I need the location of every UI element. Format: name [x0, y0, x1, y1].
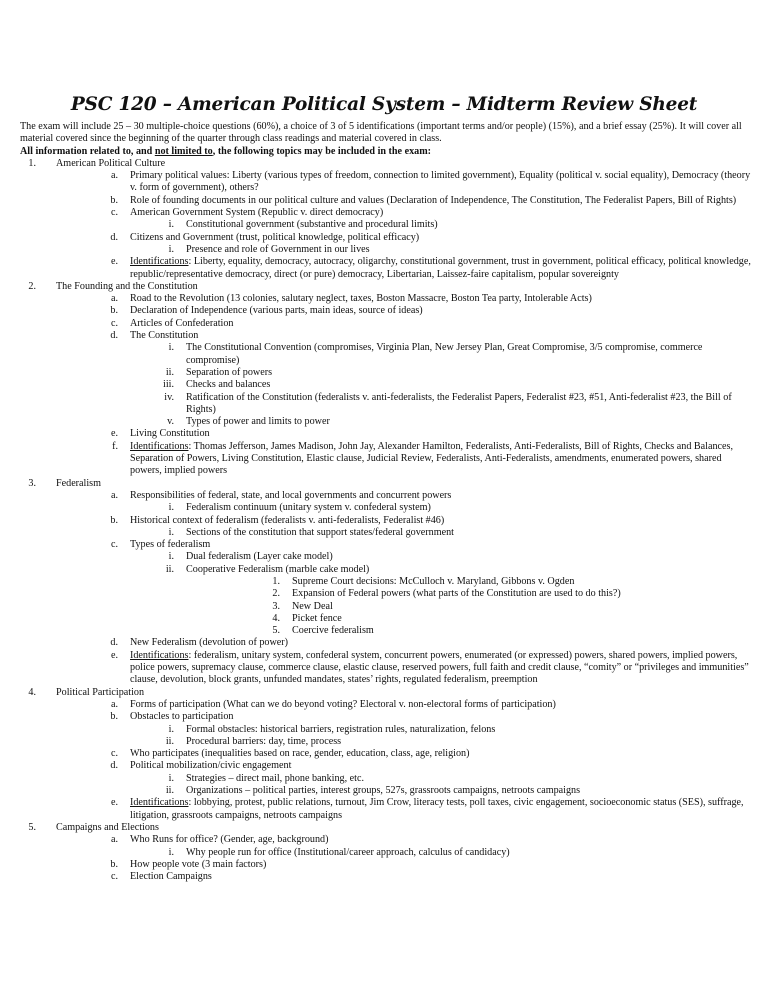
outline-text: Who participates (inequalities based on race, gender, education, class, age, religion) — [130, 748, 470, 760]
outline-subtopic — [20, 551, 752, 563]
outline-text: Federalism continuum (unitary system v. confederal system) — [186, 502, 431, 514]
outline-text: Separation of powers — [186, 366, 273, 378]
outline-text: Types of federalism — [130, 539, 211, 551]
outline-text: The Founding and the Constitution — [56, 280, 198, 292]
outline-marker: 1. — [28, 157, 36, 169]
outline-marker: iii. — [163, 379, 174, 391]
outline-subtopic — [20, 416, 752, 428]
outline-marker: i. — [168, 526, 174, 538]
outline-marker: ii. — [165, 563, 174, 575]
outline-topic — [20, 195, 752, 207]
outline-topic — [20, 859, 752, 871]
identifications-label: Identifications — [130, 649, 189, 661]
outline-marker: a. — [110, 834, 118, 846]
outline-marker: i. — [168, 342, 174, 354]
outline-text: Formal obstacles: historical barriers, registration rules, naturalization, felons — [186, 723, 496, 735]
outline-section — [20, 281, 752, 293]
outline-text: Who Runs for office? (Gender, age, background) — [130, 834, 329, 846]
outline-text: Road to the Revolution (13 colonies, salutary neglect, taxes, Boston Massacre, Boston Tea party, Intolerable Acts) — [130, 293, 592, 305]
outline-text: : Liberty, equality, democracy, autocracy, oligarchy, constitutional government, trust in government, political efficacy, political knowledge, republic/representative democracy, direct (or pure) democracy, Libertarian, Laissez-faire capitalism, popular sovereignty — [130, 256, 751, 280]
outline-topic — [20, 441, 752, 478]
identifications-label: Identifications — [130, 256, 189, 268]
outline-text: Political mobilization/civic engagement — [130, 760, 292, 772]
outline-text: Declaration of Independence (various parts, main ideas, source of ideas) — [130, 305, 423, 317]
outline-marker: 4. — [28, 686, 36, 698]
outline-text: American Political Culture — [56, 157, 166, 169]
outline-subtopic — [20, 736, 752, 748]
notice-post: , the following topics may be included in the exam: — [212, 145, 432, 157]
outline-marker: a. — [110, 489, 118, 501]
outline-text: Organizations – political parties, interest groups, 527s, grassroots campaigns, netroots campaigns — [186, 785, 581, 797]
outline-text: Constitutional government (substantive and procedural limits) — [186, 219, 438, 231]
outline-text: Types of power and limits to power — [186, 416, 330, 428]
outline-marker: 3. — [28, 477, 36, 489]
outline-marker: b. — [110, 305, 118, 317]
outline-text: Citizens and Government (trust, political knowledge, political efficacy) — [130, 231, 420, 243]
outline-text: : federalism, unitary system, confederal system, concurrent powers, enumerated (or expressed) powers, shared powers, implied powers, police powers, supremacy clause, commerce clause, elastic clause, reserved powers, full faith and credit clause, “comity” or “privileges and immunities” clause, devolution, block grants, unfunded mandates, states’ rights, regulated federalism, preemption — [130, 649, 749, 686]
outline-marker: i. — [168, 846, 174, 858]
outline-text: Articles of Confederation — [130, 317, 234, 329]
outline-marker: 5. — [28, 821, 36, 833]
outline-marker: d. — [110, 330, 118, 342]
outline-marker: v. — [167, 416, 174, 428]
exam-intro: The exam will include 25 – 30 multiple-choice questions (60%), a choice of 3 of 5 identifications (important terms and/or people) (15%), and a brief essay (25%). It will cover all material covered since the beginning of the quarter through class readings and material covered in class. — [20, 121, 742, 145]
outline-topic — [20, 637, 752, 649]
outline-text: Cooperative Federalism (marble cake model) — [186, 563, 370, 575]
outline-topic — [20, 699, 752, 711]
outline-text: Living Constitution — [130, 428, 210, 440]
outline-subtopic — [20, 724, 752, 736]
outline-marker: e. — [110, 256, 118, 268]
outline-topic — [20, 871, 752, 883]
exam-notice — [20, 146, 752, 158]
outline-marker: a. — [110, 170, 118, 182]
outline-text: Procedural barriers: day, time, process — [186, 735, 342, 747]
outline-marker: ii. — [165, 785, 174, 797]
outline-topic — [20, 515, 752, 527]
outline-marker: b. — [110, 711, 118, 723]
outline-marker: b. — [110, 858, 118, 870]
outline-text: Sections of the constitution that support states/federal government — [186, 526, 454, 538]
outline-topic — [20, 834, 752, 846]
outline-subtopic — [20, 367, 752, 379]
outline-subpoint — [20, 625, 752, 637]
outline-text: Responsibilities of federal, state, and local governments and concurrent powers — [130, 489, 452, 501]
outline-subtopic — [20, 527, 752, 539]
outline-text: Historical context of federalism (federalists v. anti-federalists, Federalist #46) — [130, 514, 445, 526]
outline-marker: 4. — [272, 612, 280, 624]
outline-marker: c. — [110, 207, 118, 219]
outline-text: Presence and role of Government in our lives — [186, 243, 370, 255]
outline-subtopic — [20, 244, 752, 256]
outline-text: How people vote (3 main factors) — [130, 858, 267, 870]
outline-subtopic — [20, 392, 752, 417]
outline-subtopic — [20, 219, 752, 231]
outline-topic — [20, 539, 752, 551]
outline-marker: a. — [110, 698, 118, 710]
identifications-label: Identifications — [130, 440, 189, 452]
outline-topic — [20, 207, 752, 219]
outline-marker: c. — [110, 539, 118, 551]
outline-section — [20, 478, 752, 490]
outline-text: Election Campaigns — [130, 871, 212, 883]
outline-topic — [20, 490, 752, 502]
outline-text: Picket fence — [292, 612, 342, 624]
outline-text: Why people run for office (Institutional/career approach, calculus of candidacy) — [186, 846, 510, 858]
outline-topic — [20, 428, 752, 440]
topic-outline — [20, 158, 752, 884]
outline-marker: i. — [168, 723, 174, 735]
outline-topic — [20, 650, 752, 687]
outline-text: American Government System (Republic v. direct democracy) — [130, 207, 384, 219]
outline-subtopic — [20, 847, 752, 859]
outline-topic — [20, 330, 752, 342]
outline-subtopic — [20, 342, 752, 367]
outline-marker: 5. — [272, 625, 280, 637]
outline-text: Dual federalism (Layer cake model) — [186, 551, 333, 563]
outline-marker: iv. — [164, 391, 174, 403]
outline-text: New Federalism (devolution of power) — [130, 637, 289, 649]
notice-pre: All information related to, and — [20, 145, 155, 157]
outline-marker: i. — [168, 219, 174, 231]
outline-marker: 3. — [272, 600, 280, 612]
outline-text: Supreme Court decisions: McCulloch v. Maryland, Gibbons v. Ogden — [292, 575, 575, 587]
outline-topic — [20, 318, 752, 330]
outline-marker: i. — [168, 502, 174, 514]
outline-subpoint — [20, 601, 752, 613]
outline-subpoint — [20, 613, 752, 625]
outline-text: Political Participation — [56, 686, 145, 698]
outline-section — [20, 687, 752, 699]
outline-text: Campaigns and Elections — [56, 821, 159, 833]
outline-subpoint — [20, 576, 752, 588]
outline-marker: ii. — [165, 366, 174, 378]
outline-marker: e. — [110, 797, 118, 809]
outline-marker: e. — [110, 428, 118, 440]
outline-marker: e. — [110, 649, 118, 661]
outline-subtopic — [20, 785, 752, 797]
outline-marker: d. — [110, 637, 118, 649]
outline-text: Expansion of Federal powers (what parts of the Constitution are used to do this?) — [292, 588, 621, 600]
document-body — [20, 121, 752, 883]
outline-text: Checks and balances — [186, 379, 271, 391]
outline-topic — [20, 256, 752, 281]
outline-text: Primary political values: Liberty (various types of freedom, connection to limited government), Equality (political v. social equality), Democracy (theory v. form of government), others? — [130, 170, 751, 194]
outline-marker: 2. — [272, 588, 280, 600]
outline-subtopic — [20, 502, 752, 514]
outline-topic — [20, 232, 752, 244]
outline-subtopic — [20, 564, 752, 576]
outline-section — [20, 158, 752, 170]
outline-section — [20, 822, 752, 834]
notice-underlined: not limited to — [154, 145, 213, 157]
outline-subpoint — [20, 588, 752, 600]
outline-marker: f. — [112, 440, 118, 452]
outline-topic — [20, 760, 752, 772]
outline-subtopic — [20, 773, 752, 785]
outline-marker: b. — [110, 194, 118, 206]
outline-text: Ratification of the Constitution (federalists v. anti-federalists, the Federalist Papers, Federalist #23, #51, Anti-federalist #23, the Bill of Rights) — [186, 391, 732, 415]
outline-marker: d. — [110, 231, 118, 243]
outline-marker: i. — [168, 772, 174, 784]
outline-text: Forms of participation (What can we do beyond voting? Electoral v. non-electoral forms of participation) — [130, 698, 556, 710]
outline-topic — [20, 797, 752, 822]
outline-marker: d. — [110, 760, 118, 772]
outline-marker: 1. — [272, 575, 280, 587]
outline-topic — [20, 748, 752, 760]
outline-text: Role of founding documents in our political culture and values (Declaration of Independence, The Constitution, The Federalist Papers, Bill of Rights) — [130, 194, 737, 206]
outline-marker: i. — [168, 243, 174, 255]
page-title: PSC 120 – American Political System – Midterm Review Sheet — [70, 94, 698, 115]
outline-marker: 2. — [28, 280, 36, 292]
outline-text: Strategies – direct mail, phone banking, etc. — [186, 772, 364, 784]
outline-text: The Constitution — [130, 330, 199, 342]
outline-topic — [20, 711, 752, 723]
outline-topic — [20, 170, 752, 195]
outline-text: Federalism — [56, 477, 101, 489]
outline-marker: ii. — [165, 735, 174, 747]
identifications-label: Identifications — [130, 797, 189, 809]
outline-text: New Deal — [292, 600, 333, 612]
outline-text: Coercive federalism — [292, 625, 374, 637]
outline-marker: c. — [110, 748, 118, 760]
outline-text: : lobbying, protest, public relations, turnout, Jim Crow, literacy tests, poll taxes, civic engagement, socioeconomic status (SES), suffrage, litigation, grassroots campaigns, netroots campaigns — [130, 797, 744, 821]
outline-topic — [20, 293, 752, 305]
outline-marker: c. — [110, 317, 118, 329]
outline-text: Obstacles to participation — [130, 711, 234, 723]
outline-marker: a. — [110, 293, 118, 305]
outline-marker: i. — [168, 551, 174, 563]
outline-subtopic — [20, 379, 752, 391]
outline-topic — [20, 305, 752, 317]
outline-marker: b. — [110, 514, 118, 526]
outline-text: The Constitutional Convention (compromises, Virginia Plan, New Jersey Plan, Great Compromise, 3/5 compromise, commerce compromise) — [186, 342, 703, 366]
outline-text: : Thomas Jefferson, James Madison, John Jay, Alexander Hamilton, Federalists, Anti-Federalists, Bill of Rights, Checks and Balances, Separation of Powers, Living Constitution, Elastic clause, Judicial Review, Federalists, Anti-Federalists, amendments, enumerated powers, shared powers, implied powers — [130, 440, 733, 477]
outline-marker: c. — [110, 871, 118, 883]
